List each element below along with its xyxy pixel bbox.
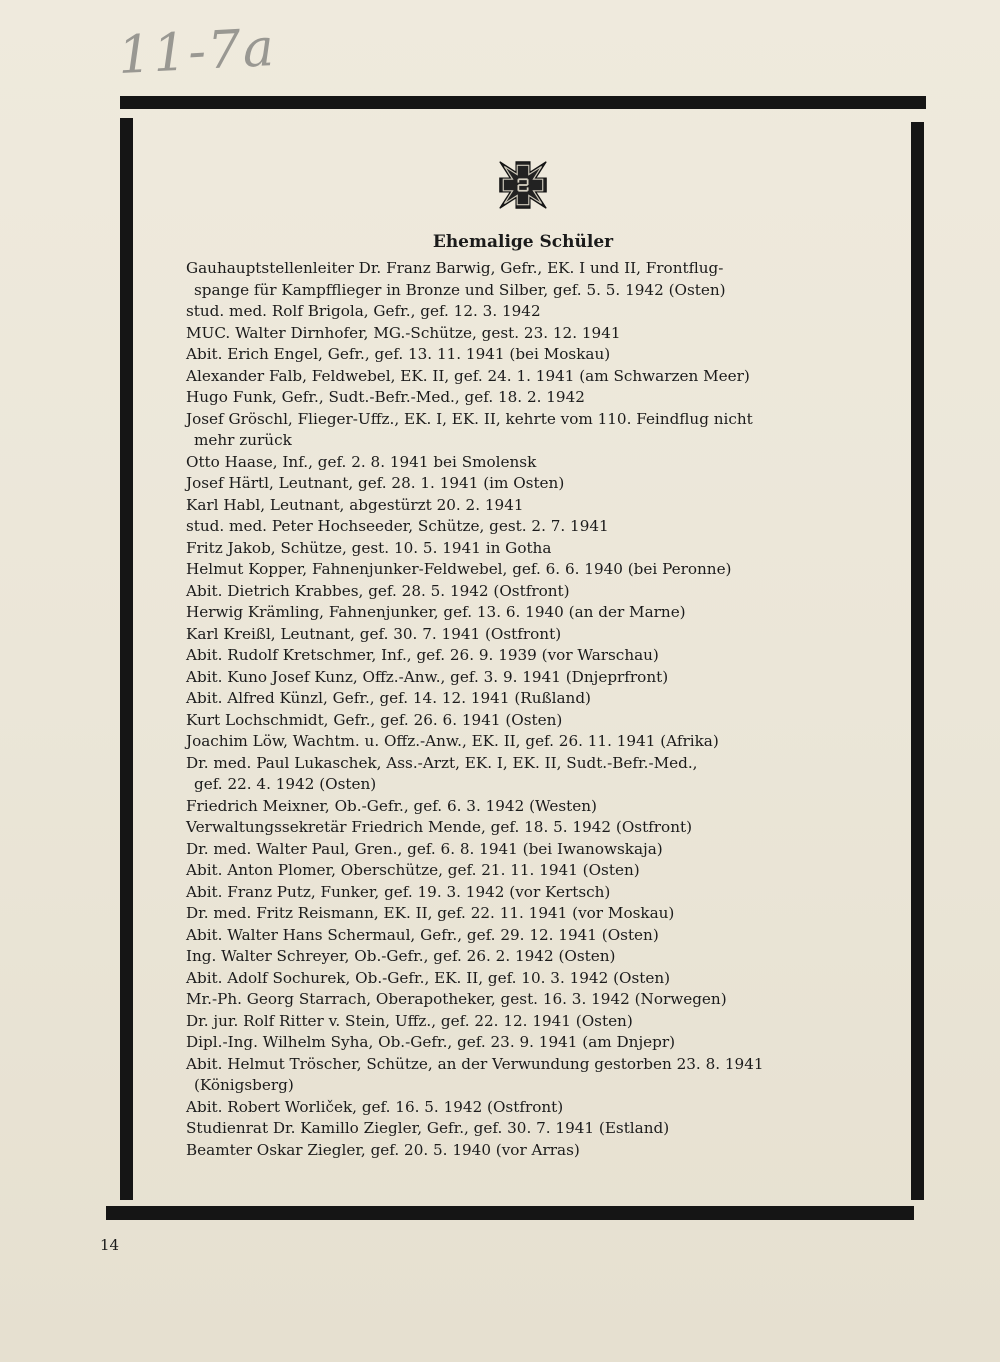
list-item	[186, 817, 886, 839]
entry-line: Friedrich Meixner, Ob.-Gefr., gef. 6. 3. 1942 (Westen)	[186, 796, 597, 815]
frame-border-top	[120, 96, 926, 109]
entry-line: Josef Härtl, Leutnant, gef. 28. 1. 1941 (im Osten)	[186, 474, 565, 492]
list-item	[186, 624, 886, 646]
list-item	[186, 301, 886, 323]
list-item	[186, 645, 886, 667]
entry-line: Dipl.-Ing. Wilhelm Syha, Ob.-Gefr., gef. 23. 9. 1941 (am Dnjepr)	[186, 1033, 676, 1051]
list-item	[186, 258, 886, 301]
list-item	[186, 1032, 886, 1054]
entry-line: Joachim Löw, Wachtm. u. Offz.-Anw., EK. II, gef. 26. 11. 1941 (Afrika)	[186, 732, 719, 750]
entry-continuation: spange für Kampfflieger in Bronze und Silber, gef. 5. 5. 1942 (Osten)	[194, 280, 726, 299]
entry-line: stud. med. Peter Hochseeder, Schütze, gest. 2. 7. 1941	[186, 517, 609, 535]
entry-continuation: gef. 22. 4. 1942 (Osten)	[194, 775, 377, 793]
frame-border-bottom	[106, 1206, 914, 1220]
list-item	[186, 473, 886, 495]
entry-line: Abit. Helmut Tröscher, Schütze, an der Verwundung gestorben 23. 8. 1941	[186, 1054, 764, 1073]
entry-line: Dr. med. Walter Paul, Gren., gef. 6. 8. 1941 (bei Iwanowskaja)	[186, 839, 663, 858]
entry-line: Abit. Kuno Josef Kunz, Offz.-Anw., gef. 3. 9. 1941 (Dnjeprfront)	[186, 667, 669, 686]
list-item	[186, 387, 886, 409]
section-heading: Ehemalige Schüler	[432, 232, 614, 252]
entry-line: Verwaltungssekretär Friedrich Mende, gef. 18. 5. 1942 (Ostfront)	[186, 818, 693, 836]
list-item	[186, 602, 886, 624]
entry-line: stud. med. Rolf Brigola, Gefr., gef. 12. 3. 1942	[186, 302, 541, 320]
iron-cross-icon	[494, 156, 552, 214]
list-item	[186, 860, 886, 882]
entry-line: Herwig Krämling, Fahnenjunker, gef. 13. 6. 1940 (an der Marne)	[186, 603, 686, 621]
entry-line: Beamter Oskar Ziegler, gef. 20. 5. 1940 (vor Arras)	[186, 1140, 580, 1159]
entry-line: Helmut Kopper, Fahnenjunker-Feldwebel, gef. 6. 6. 1940 (bei Peronne)	[186, 560, 732, 578]
entry-line: Dr. jur. Rolf Ritter v. Stein, Uffz., gef. 22. 12. 1941 (Osten)	[186, 1011, 633, 1030]
list-item	[186, 989, 886, 1011]
entry-continuation: mehr zurück	[194, 431, 292, 449]
entry-continuation: (Königsberg)	[194, 1076, 294, 1094]
list-item	[186, 344, 886, 366]
entry-line: Alexander Falb, Feldwebel, EK. II, gef. 24. 1. 1941 (am Schwarzen Meer)	[186, 366, 750, 385]
entry-line: Studienrat Dr. Kamillo Ziegler, Gefr., gef. 30. 7. 1941 (Estland)	[186, 1119, 670, 1137]
frame-border-left	[120, 118, 133, 1200]
entry-line: Abit. Franz Putz, Funker, gef. 19. 3. 1942 (vor Kertsch)	[186, 882, 611, 901]
entry-line: Abit. Robert Worliček, gef. 16. 5. 1942 (Ostfront)	[186, 1097, 564, 1116]
entry-line: Gauhauptstellenleiter Dr. Franz Barwig, Gefr., EK. I und II, Frontflug-	[186, 259, 724, 277]
entry-line: Josef Gröschl, Flieger-Uffz., EK. I, EK. II, kehrte vom 110. Feindflug nicht	[186, 409, 753, 428]
list-item	[186, 839, 886, 861]
list-item	[186, 946, 886, 968]
list-item	[186, 968, 886, 990]
list-item	[186, 581, 886, 603]
entry-line: Abit. Erich Engel, Gefr., gef. 13. 11. 1941 (bei Moskau)	[186, 345, 611, 363]
list-item	[186, 1140, 886, 1162]
entry-line: Otto Haase, Inf., gef. 2. 8. 1941 bei Smolensk	[186, 452, 537, 471]
former-students-list	[186, 258, 886, 1161]
list-item	[186, 559, 886, 581]
entry-line: Karl Kreißl, Leutnant, gef. 30. 7. 1941 (Ostfront)	[186, 624, 562, 643]
list-item	[186, 925, 886, 947]
list-item	[186, 323, 886, 345]
entry-line: Dr. med. Paul Lukaschek, Ass.-Arzt, EK. I, EK. II, Sudt.-Befr.-Med.,	[186, 753, 698, 772]
list-item	[186, 796, 886, 818]
entry-line: Abit. Alfred Künzl, Gefr., gef. 14. 12. 1941 (Rußland)	[186, 689, 591, 707]
list-item	[186, 688, 886, 710]
entry-line: Ing. Walter Schreyer, Ob.-Gefr., gef. 26. 2. 1942 (Osten)	[186, 947, 616, 965]
entry-line: Abit. Walter Hans Schermaul, Gefr., gef. 29. 12. 1941 (Osten)	[186, 925, 659, 944]
list-item	[186, 538, 886, 560]
list-item	[186, 495, 886, 517]
list-item	[186, 1118, 886, 1140]
list-item	[186, 753, 886, 796]
list-item	[186, 1097, 886, 1119]
entry-line: Fritz Jakob, Schütze, gest. 10. 5. 1941 in Gotha	[186, 538, 552, 557]
memorial-frame	[120, 96, 926, 1224]
entry-line: Kurt Lochschmidt, Gefr., gef. 26. 6. 1941 (Osten)	[186, 710, 563, 729]
list-item	[186, 366, 886, 388]
entry-line: Abit. Adolf Sochurek, Ob.-Gefr., EK. II, gef. 10. 3. 1942 (Osten)	[186, 968, 671, 987]
list-item	[186, 409, 886, 452]
entry-line: Dr. med. Fritz Reismann, EK. II, gef. 22. 11. 1941 (vor Moskau)	[186, 904, 675, 922]
handwritten-annotation: 11-7a	[116, 17, 278, 87]
list-item	[186, 1011, 886, 1033]
list-item	[186, 903, 886, 925]
entry-line: Abit. Anton Plomer, Oberschütze, gef. 21. 11. 1941 (Osten)	[186, 861, 640, 879]
list-item	[186, 1054, 886, 1097]
list-item	[186, 452, 886, 474]
entry-line: MUC. Walter Dirnhofer, MG.-Schütze, gest. 23. 12. 1941	[186, 323, 621, 342]
list-item	[186, 882, 886, 904]
list-item	[186, 516, 886, 538]
entry-line: Karl Habl, Leutnant, abgestürzt 20. 2. 1941	[186, 495, 524, 514]
page-number: 14	[100, 1236, 120, 1254]
entry-line: Abit. Rudolf Kretschmer, Inf., gef. 26. 9. 1939 (vor Warschau)	[186, 646, 659, 664]
frame-border-right	[911, 122, 924, 1200]
list-item	[186, 710, 886, 732]
entry-line: Abit. Dietrich Krabbes, gef. 28. 5. 1942 (Ostfront)	[186, 581, 570, 600]
entry-line: Mr.-Ph. Georg Starrach, Oberapotheker, gest. 16. 3. 1942 (Norwegen)	[186, 990, 727, 1008]
list-item	[186, 667, 886, 689]
list-item	[186, 731, 886, 753]
entry-line: Hugo Funk, Gefr., Sudt.-Befr.-Med., gef. 18. 2. 1942	[186, 388, 585, 406]
